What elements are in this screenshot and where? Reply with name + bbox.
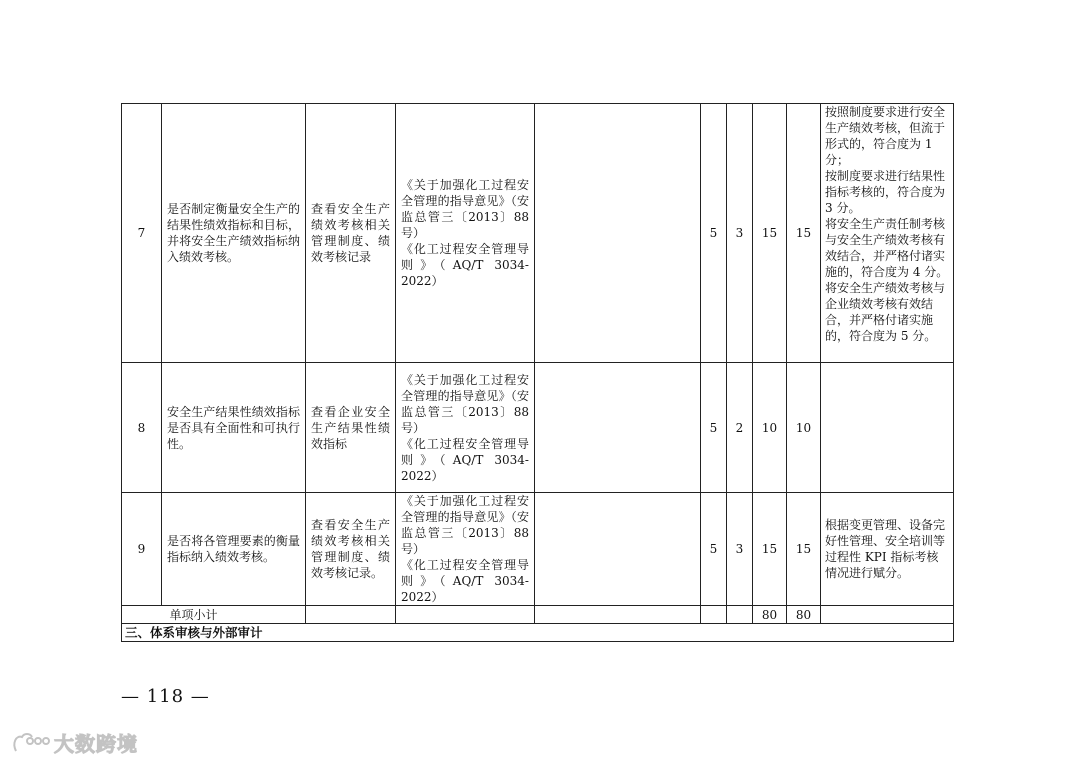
level: 3 bbox=[727, 104, 753, 363]
scoring-standard bbox=[821, 363, 954, 493]
watermark-text: 大数跨境 bbox=[54, 732, 138, 756]
check-item: 是否将各管理要素的衡量指标纳入绩效考核。 bbox=[162, 493, 306, 606]
check-item: 是否制定衡量安全生产的结果性绩效指标和目标，并将安全生产绩效指标纳入绩效考核。 bbox=[162, 104, 306, 363]
subtotal-score: 80 bbox=[753, 606, 787, 624]
table-row bbox=[122, 104, 954, 363]
subtotal-row bbox=[122, 606, 954, 624]
table-row bbox=[122, 493, 954, 606]
check-method: 查看企业安全生产结果性绩效指标 bbox=[306, 363, 396, 493]
evaluation-table bbox=[121, 103, 954, 642]
weight: 5 bbox=[701, 104, 727, 363]
check-item: 安全生产结果性绩效指标是否具有全面性和可执行性。 bbox=[162, 363, 306, 493]
table-row bbox=[122, 363, 954, 493]
section-header-row bbox=[122, 624, 954, 642]
remark-cell bbox=[535, 493, 701, 606]
row-number: 7 bbox=[122, 104, 162, 363]
subtotal-label: 单项小计 bbox=[122, 606, 306, 624]
empty-cell bbox=[727, 606, 753, 624]
max-score: 15 bbox=[787, 104, 821, 363]
subtotal-max: 80 bbox=[787, 606, 821, 624]
basis: 《关于加强化工过程安全管理的指导意见》（安监总管三〔2013〕88 号） 《化工过程安全管理导则》（AQ/T 3034-2022） bbox=[396, 493, 535, 606]
basis: 《关于加强化工过程安全管理的指导意见》（安监总管三〔2013〕88 号） 《化工过程安全管理导则》（AQ/T 3034-2022） bbox=[396, 104, 535, 363]
empty-cell bbox=[396, 606, 535, 624]
remark-cell bbox=[535, 363, 701, 493]
score: 10 bbox=[753, 363, 787, 493]
empty-cell bbox=[535, 606, 701, 624]
score: 15 bbox=[753, 493, 787, 606]
basis: 《关于加强化工过程安全管理的指导意见》（安监总管三〔2013〕88 号） 《化工过程安全管理导则》（AQ/T 3034-2022） bbox=[396, 363, 535, 493]
remark-cell bbox=[535, 104, 701, 363]
score: 15 bbox=[753, 104, 787, 363]
max-score: 15 bbox=[787, 493, 821, 606]
empty-cell bbox=[306, 606, 396, 624]
row-number: 8 bbox=[122, 363, 162, 493]
watermark bbox=[10, 728, 138, 757]
empty-cell bbox=[701, 606, 727, 624]
check-method: 查看安全生产绩效考核相关管理制度、绩效考核记录 bbox=[306, 104, 396, 363]
weight: 5 bbox=[701, 363, 727, 493]
page-number: — 118 — bbox=[121, 686, 210, 707]
check-method: 查看安全生产绩效考核相关管理制度、绩效考核记录。 bbox=[306, 493, 396, 606]
max-score: 10 bbox=[787, 363, 821, 493]
level: 2 bbox=[727, 363, 753, 493]
section-title: 三、体系审核与外部审计 bbox=[122, 624, 954, 642]
watermark-logo-icon bbox=[10, 729, 50, 757]
empty-cell bbox=[821, 606, 954, 624]
weight: 5 bbox=[701, 493, 727, 606]
scoring-standard: 根据变更管理、设备完好性管理、安全培训等过程性 KPI 指标考核情况进行赋分。 bbox=[821, 493, 954, 606]
level: 3 bbox=[727, 493, 753, 606]
scoring-standard: 按照制度要求进行安全生产绩效考核，但流于形式的，符合度为 1 分； 按制度要求进行结果性指标考核的，符合度为 3 分。 将安全生产责任制考核与安全生产绩效考核有效结合，并严格付诸实施的，符合度为 4 分。 将安全生产绩效考核与企业绩效考核有效结合，并严格付诸实施的，符合度为 5 分。 bbox=[821, 104, 954, 363]
row-number: 9 bbox=[122, 493, 162, 606]
